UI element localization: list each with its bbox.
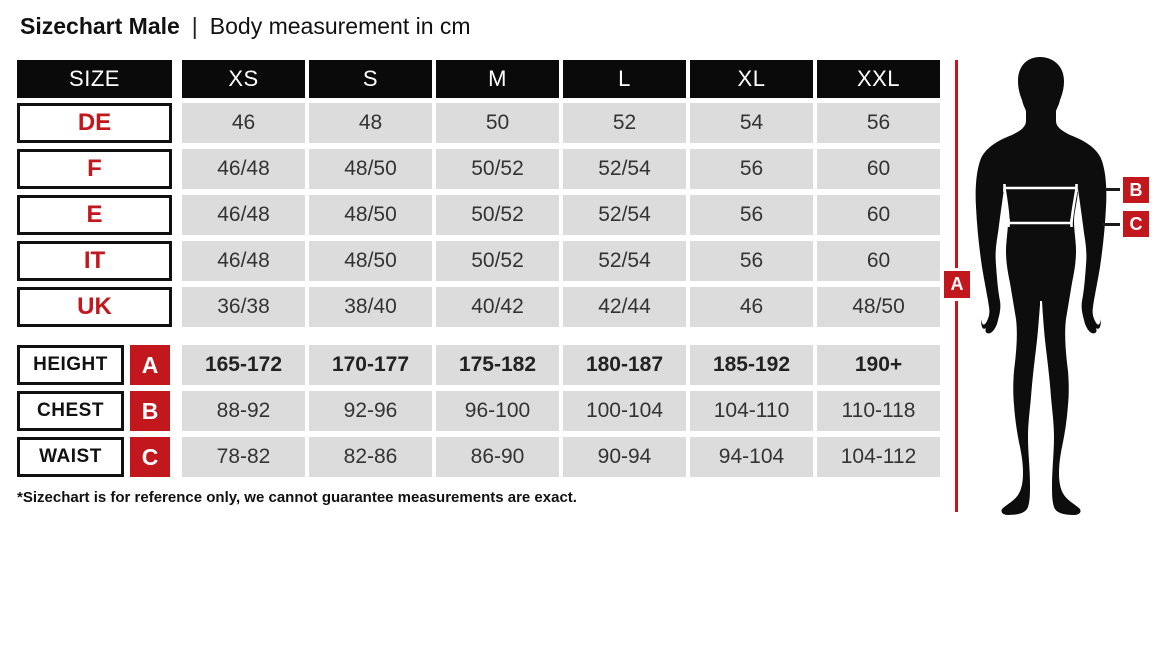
data-cell: 50/52: [436, 241, 559, 281]
size-column-header: XL: [690, 60, 813, 98]
data-cell: 60: [817, 241, 940, 281]
size-column-header: XXL: [817, 60, 940, 98]
table-row: [17, 345, 940, 385]
row-marker-b: B: [130, 391, 170, 431]
data-cell: 86-90: [436, 437, 559, 477]
data-cell: 104-110: [690, 391, 813, 431]
row-marker-c: C: [130, 437, 170, 477]
size-column-header: M: [436, 60, 559, 98]
data-cell: 42/44: [563, 287, 686, 327]
data-cell: 56: [690, 241, 813, 281]
data-cell: 56: [690, 195, 813, 235]
size-column-header: S: [309, 60, 432, 98]
data-cell: 46/48: [182, 149, 305, 189]
data-cell: 40/42: [436, 287, 559, 327]
table-row: [17, 437, 940, 477]
data-cell: 50: [436, 103, 559, 143]
figure-marker-b: B: [1123, 177, 1149, 203]
data-cell: 46/48: [182, 241, 305, 281]
data-cell: 92-96: [309, 391, 432, 431]
data-cell: 50/52: [436, 149, 559, 189]
chest-connector-line: [1105, 188, 1123, 191]
data-cell: 185-192: [690, 345, 813, 385]
data-cell: 78-82: [182, 437, 305, 477]
data-cell: 48/50: [817, 287, 940, 327]
data-cell: 52: [563, 103, 686, 143]
data-cell: 52/54: [563, 195, 686, 235]
figure-marker-a: A: [944, 271, 970, 298]
row-label-f: F: [17, 149, 172, 189]
data-cell: 96-100: [436, 391, 559, 431]
table-row: [17, 287, 940, 327]
data-cell: 90-94: [563, 437, 686, 477]
row-label-it: IT: [17, 241, 172, 281]
table-header-row: [17, 60, 940, 98]
data-cell: 56: [817, 103, 940, 143]
title-subtitle: Body measurement in cm: [209, 13, 471, 39]
data-cell: 46: [182, 103, 305, 143]
data-cell: 52/54: [563, 149, 686, 189]
data-cell: 36/38: [182, 287, 305, 327]
data-cell: 48/50: [309, 241, 432, 281]
size-column-header: L: [563, 60, 686, 98]
table-row: [17, 195, 940, 235]
data-cell: 175-182: [436, 345, 559, 385]
title-separator: |: [191, 13, 198, 39]
row-label-de: DE: [17, 103, 172, 143]
data-cell: 60: [817, 149, 940, 189]
data-cell: 48/50: [309, 149, 432, 189]
data-cell: 60: [817, 195, 940, 235]
footnote-text: *Sizechart is for reference only, we cannot guarantee measurements are exact.: [17, 489, 577, 506]
data-cell: 82-86: [309, 437, 432, 477]
data-cell: 46: [690, 287, 813, 327]
data-cell: 56: [690, 149, 813, 189]
data-cell: 38/40: [309, 287, 432, 327]
data-cell: 46/48: [182, 195, 305, 235]
table-row: [17, 241, 940, 281]
row-label-waist: WAIST: [17, 437, 124, 477]
row-label-uk: UK: [17, 287, 172, 327]
size-column-header: XS: [182, 60, 305, 98]
data-cell: 180-187: [563, 345, 686, 385]
data-cell: 100-104: [563, 391, 686, 431]
data-cell: 52/54: [563, 241, 686, 281]
data-cell: 165-172: [182, 345, 305, 385]
table-row: [17, 103, 940, 143]
row-label-height: HEIGHT: [17, 345, 124, 385]
data-cell: 94-104: [690, 437, 813, 477]
row-marker-a: A: [130, 345, 170, 385]
row-label-chest: CHEST: [17, 391, 124, 431]
data-cell: 110-118: [817, 391, 940, 431]
title-main: Sizechart Male: [20, 13, 180, 39]
page-title: [20, 13, 471, 40]
data-cell: 48: [309, 103, 432, 143]
figure-marker-c: C: [1123, 211, 1149, 237]
data-cell: 104-112: [817, 437, 940, 477]
data-cell: 88-92: [182, 391, 305, 431]
data-cell: 190+: [817, 345, 940, 385]
table-row: [17, 391, 940, 431]
male-silhouette-icon: [968, 55, 1118, 517]
size-header-cell: SIZE: [17, 60, 172, 98]
waist-connector-line: [1102, 223, 1123, 226]
row-label-e: E: [17, 195, 172, 235]
data-cell: 48/50: [309, 195, 432, 235]
data-cell: 170-177: [309, 345, 432, 385]
data-cell: 54: [690, 103, 813, 143]
table-row: [17, 149, 940, 189]
data-cell: 50/52: [436, 195, 559, 235]
